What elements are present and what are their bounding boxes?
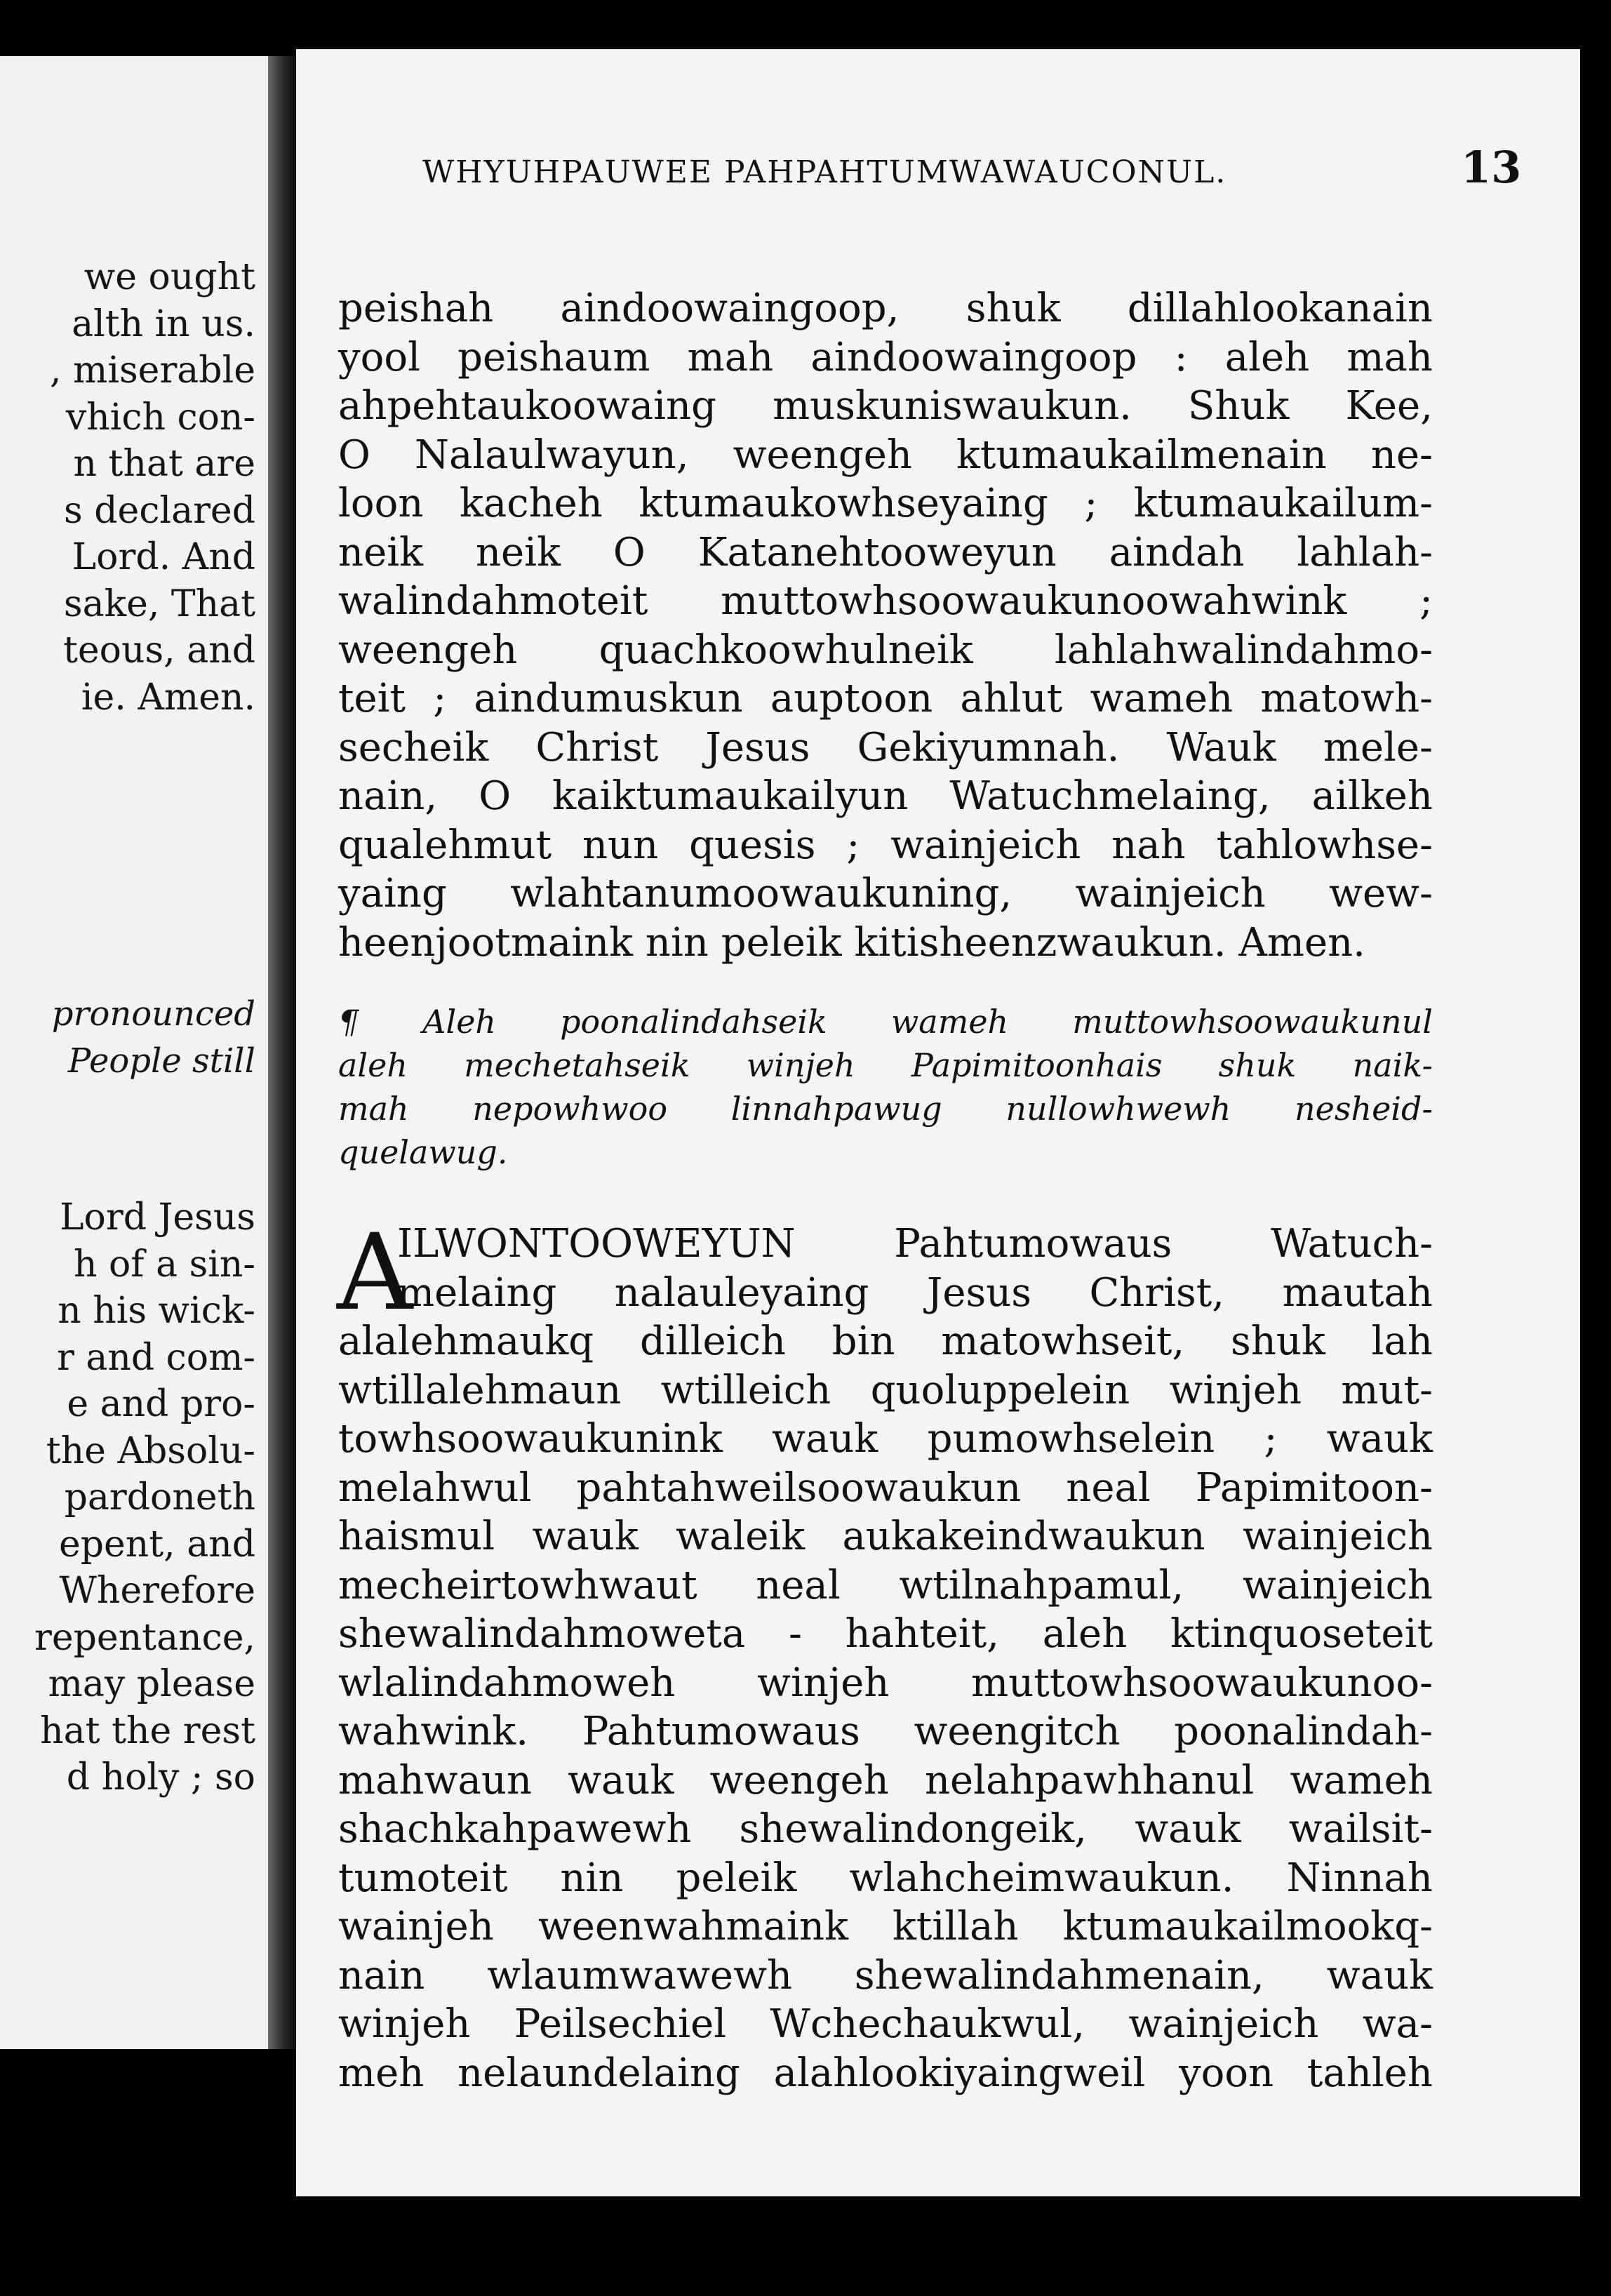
left-page-line: vhich con- [65,396,255,439]
text-line: meh nelaundelaing alahlookiyaingweil yoon tahleh [338,2050,1433,2096]
left-page-line: the Absolu- [46,1429,255,1472]
left-page-line: pardoneth [64,1476,255,1519]
text-line: mah nepowhwoo linnahpawug nullowhwewh nesheid- [338,1090,1433,1128]
left-page-line: , miserable [49,349,255,392]
text-line: towhsoowaukunink wauk pumowhselein ; wauk [338,1416,1433,1462]
text-line: ahpehtaukoowaing muskuniswaukun. Shuk Kee, [338,383,1433,429]
left-page-line: ie. Amen. [81,676,255,719]
prayer-two-second-line: melaing nalauleyaing Jesus Christ, mautah [397,1269,1433,1316]
left-page-line: e and pro- [67,1383,255,1425]
left-page-line: n that are [73,443,255,485]
text-line: wainjeh weenwahmaink ktillah ktumaukailmookq- [338,1904,1433,1949]
text-line: nain, O kaiktumaukailyun Watuchmelaing, ailkeh [338,773,1433,819]
text-line: haismul wauk waleik aukakeindwaukun wainjeich [338,1514,1433,1559]
text-line: weengeh quachkoowhulneik lahlahwalindahmo- [338,627,1433,673]
prayer-two-body [338,1317,1433,2097]
text-line: wahwink. Pahtumowaus weengitch poonalindah- [338,1709,1433,1754]
rubric-instruction [338,1000,1433,1174]
text-line: ¶ Aleh poonalindahseik wameh muttowhsoowaukunul [338,1003,1433,1041]
page-number: 13 [1461,142,1522,193]
prayer-paragraph-two [337,1212,1433,2097]
text-line: alalehmaukq dilleich bin matowhseit, shuk lah [338,1319,1433,1364]
left-page-line: Lord. And [72,536,255,578]
left-page-line: r and com- [56,1336,255,1379]
left-page-line: n his wick- [58,1290,255,1332]
text-line: O Nalaulwayun, weengeh ktumaukailmenain ne- [338,432,1433,478]
text-line: mecheirtowhwaut neal wtilnahpamul, wainjeich [338,1562,1433,1608]
text-line: teit ; aindumuskun auptoon ahlut wameh matowh- [338,676,1433,721]
text-line: nain wlaumwawewh shewalindahmenain, wauk [338,1952,1433,1998]
running-head: WHYUHPAUWEE PAHPAHTUMWAWAUCONUL. [422,154,1227,190]
text-line: loon kacheh ktumaukowhseyaing ; ktumaukailum- [338,481,1433,526]
left-page-line: Lord Jesus [60,1196,255,1239]
text-line: wlalindahmoweh winjeh muttowhsoowaukunoo- [338,1660,1433,1706]
left-page-line: may please [48,1663,255,1705]
text-line: tumoteit nin peleik wlahcheimwaukun. Ninnah [338,1855,1433,1901]
page-header [422,142,1580,205]
left-page-line: hat the rest [40,1709,255,1752]
book-gutter [268,56,296,2049]
drop-cap-letter: A [337,1212,413,1334]
left-page-line: pronounced [51,994,255,1034]
left-page-line: h of a sin- [73,1243,255,1286]
left-page-line: s declared [64,489,255,532]
text-line: heenjootmaink nin peleik kitisheenzwaukun. Amen. [338,919,1365,966]
left-page-line: repentance, [34,1616,255,1659]
left-page-line: d holy ; so [66,1756,255,1798]
right-page [296,49,1580,2196]
left-page-line: sake, That [63,582,255,625]
prayer-two-first-line-text: ILWONTOOWEYUN Pahtumowaus Watuch- [397,1221,1433,1267]
text-line: neik neik O Katanehtooweyun aindah lahlah- [338,529,1433,575]
left-page-line: People still [67,1041,255,1081]
text-line: peishah aindoowaingoop, shuk dillahlookanain [338,286,1433,331]
text-line: winjeh Peilsechiel Wchechaukwul, wainjeich wa- [338,2001,1433,2047]
text-line: yool peishaum mah aindoowaingoop : aleh mah [338,334,1433,380]
text-line: wtillalehmaun wtilleich quoluppelein winjeh mut- [338,1367,1433,1413]
text-line: shewalindahmoweta - hahteit, aleh ktinquoseteit [338,1611,1433,1657]
text-line: aleh mechetahseik winjeh Papimitoonhais shuk naik- [338,1046,1433,1084]
text-line: quelawug. [338,1133,508,1171]
text-line: walindahmoteit muttowhsoowaukunoowahwink ; [338,578,1433,624]
left-page-line: Wherefore [59,1570,255,1612]
left-page-line: alth in us. [72,302,255,345]
prayer-paragraph-one [338,284,1433,967]
left-page-line: we ought [83,256,255,298]
text-line: qualehmut nun quesis ; wainjeich nah tahlowhse- [338,822,1433,868]
left-page-line: teous, and [63,629,255,672]
text-line: melahwul pahtahweilsoowaukun neal Papimitoon- [338,1464,1433,1511]
left-page-line: epent, and [58,1523,255,1566]
left-page [0,56,268,2049]
text-line: yaing wlahtanumoowaukuning, wainjeich wew- [338,871,1433,916]
text-line: secheik Christ Jesus Gekiyumnah. Wauk mele- [338,724,1433,770]
text-line: shachkahpawewh shewalindongeik, wauk wailsit- [338,1806,1433,1852]
text-line: mahwaun wauk weengeh nelahpawhhanul wameh [338,1757,1433,1803]
